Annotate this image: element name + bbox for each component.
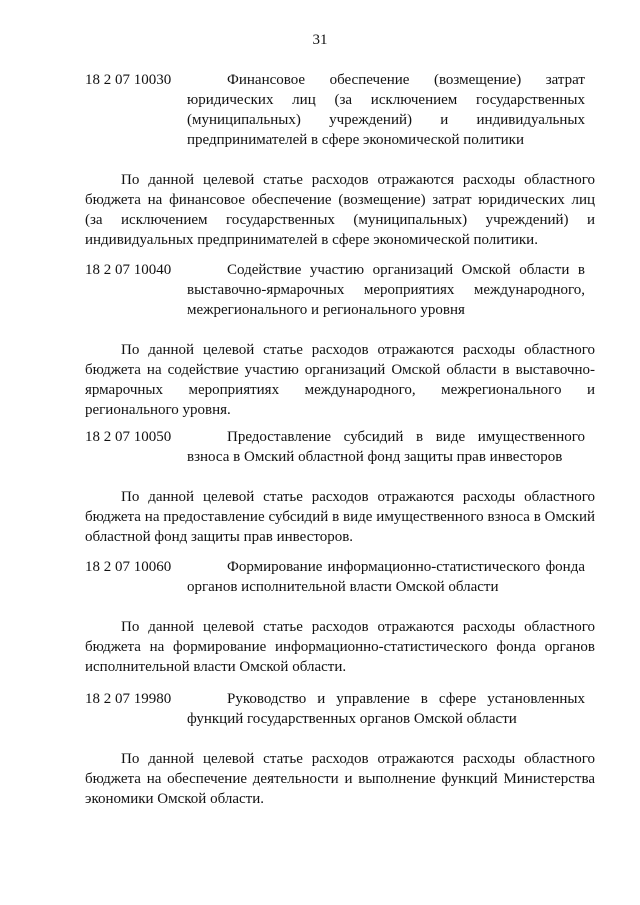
entry-title: Содействие участию организаций Омской области в выставочно-ярмарочных мероприятиях международного, межрегионального и регионального уровня (187, 262, 585, 318)
entry-title: Руководство и управление в сфере установленных функций государственных органов Омской области (187, 691, 585, 727)
entry-description: По данной целевой статье расходов отражаются расходы областного бюджета на обеспечение деятельности и выполнение функций Министерства экономики Омской области. (85, 751, 595, 807)
entry-description: По данной целевой статье расходов отражаются расходы областного бюджета на формирование информационно-статистического фонда органов исполнительной власти Омской области. (85, 619, 595, 675)
entry-heading (85, 557, 595, 597)
entry-title: Предоставление субсидий в виде имущественного взноса в Омский областной фонд защиты прав инвесторов (187, 429, 585, 465)
entry-heading (85, 260, 595, 320)
budget-entry-10030 (85, 70, 595, 265)
classification-code: 18 2 07 10030 (85, 72, 172, 88)
entry-heading (85, 689, 595, 729)
entry-heading (85, 427, 595, 467)
budget-entry-19980 (85, 689, 595, 824)
page-number: 31 (312, 32, 328, 48)
budget-entry-10050 (85, 427, 595, 562)
classification-code: 18 2 07 19980 (85, 691, 172, 707)
classification-code: 18 2 07 10060 (85, 559, 172, 575)
classification-code: 18 2 07 10050 (85, 429, 172, 445)
entry-description: По данной целевой статье расходов отражаются расходы областного бюджета на финансовое обеспечение (возмещение) затрат юридических лиц (за исключением государственных (муниципальных) учреждений) и индивидуальных предпринимателей в сфере экономической политики. (85, 172, 595, 248)
entry-heading (85, 70, 595, 150)
budget-entry-10040 (85, 260, 595, 435)
classification-code: 18 2 07 10040 (85, 262, 172, 278)
budget-entry-10060 (85, 557, 595, 692)
entry-description: По данной целевой статье расходов отражаются расходы областного бюджета на содействие участию организаций Омской области в выставочно-ярмарочных мероприятиях международного, межрегионального и регионального уровня. (85, 342, 595, 418)
entry-title: Формирование информационно-статистического фонда органов исполнительной власти Омской области (187, 559, 585, 595)
entry-description: По данной целевой статье расходов отражаются расходы областного бюджета на предоставление субсидий в виде имущественного взноса в Омский областной фонд защиты прав инвесторов. (85, 489, 595, 545)
entry-title: Финансовое обеспечение (возмещение) затрат юридических лиц (за исключением государственных (муниципальных) учреждений) и индивидуальных предпринимателей в сфере экономической политики (187, 72, 585, 148)
